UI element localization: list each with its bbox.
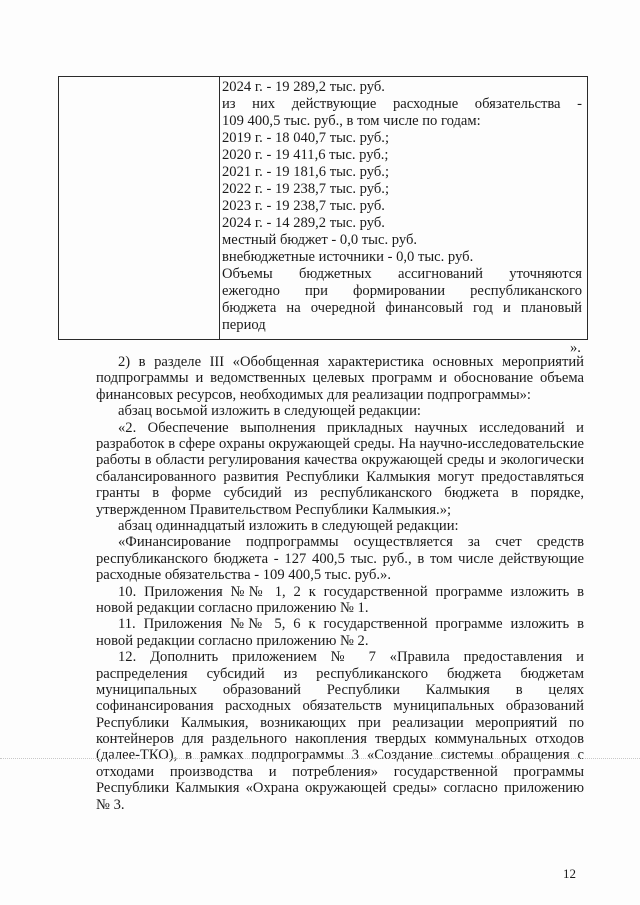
body-line: гранты в форме субсидий из республиканского бюджета в порядке, — [96, 485, 584, 502]
scan-artifact-line — [0, 758, 640, 760]
body-line: Республики Калмыкия «Охрана окружающей среды» согласно приложению — [96, 780, 584, 797]
body-line: финансовых ресурсов, необходимых для реализации подпрограммы»: — [96, 386, 531, 403]
body-line: муниципальных образований Республики Калмыкия в целях — [96, 681, 584, 698]
cell-line: 109 400,5 тыс. руб., в том числе по годам: — [222, 113, 481, 129]
cell-line: 2022 г. - 19 238,7 тыс. руб.; — [222, 181, 390, 197]
body-line: Республики Калмыкия, возникающих при реализации мероприятий по — [96, 714, 584, 731]
body-line: софинансирования расходных обязательств муниципальных образований — [96, 698, 584, 715]
cell-line: 2021 г. - 19 181,6 тыс. руб.; — [222, 164, 390, 180]
body-line: новой редакции согласно приложению № 2. — [96, 632, 369, 649]
body-line: «2. Обеспечение выполнения прикладных научных исследований и — [118, 419, 584, 436]
page-number: 12 — [563, 866, 576, 881]
cell-line: 2020 г. - 19 411,6 тыс. руб.; — [222, 147, 389, 163]
cell-line: 2024 г. - 19 289,2 тыс. руб. — [222, 79, 385, 95]
body-line: 11. Приложения №№ 5, 6 к государственной программе изложить в — [118, 616, 584, 633]
body-line: «Финансирование подпрограммы осуществляется за счет средств — [118, 534, 584, 551]
cell-line: внебюджетные источники - 0,0 тыс. руб. — [222, 249, 474, 265]
body-line: контейнеров для раздельного накопления твердых коммунальных отходов — [96, 731, 584, 748]
body-line: новой редакции согласно приложению № 1. — [96, 599, 369, 616]
body-line: сбалансированного развития Республики Калмыкия могут предоставляться — [96, 468, 584, 485]
body-line: подпрограммы и ведомственных целевых программ и обоснование объема — [96, 370, 584, 387]
body-line: 2) в разделе III «Обобщенная характеристика основных мероприятий — [118, 354, 584, 370]
body-line: № 3. — [96, 796, 125, 813]
cell-line: Объемы бюджетных ассигнований уточняются — [222, 266, 582, 282]
cell-line: 2019 г. - 18 040,7 тыс. руб.; — [222, 130, 390, 146]
body-line: республиканского бюджета - 127 400,5 тыс. руб., в том числе действующие — [96, 550, 584, 567]
body-line: расходные обязательства - 109 400,5 тыс. руб.». — [96, 567, 391, 584]
body-line: абзац одиннадцатый изложить в следующей редакции: — [118, 517, 459, 534]
body-line: отходами производства и потребления» государственной программы — [96, 763, 584, 780]
body-line: разработок в сфере охраны окружающей среды. На научно-исследовательские — [96, 435, 584, 452]
table-column-divider — [219, 76, 220, 339]
body-line: 12. Дополнить приложением № 7 «Правила предоставления и — [118, 649, 584, 666]
body-line: утвержденном Правительством Республики Калмыкия.»; — [96, 501, 452, 518]
cell-line: ежегодно при формировании республиканского — [222, 283, 582, 299]
body-text — [96, 354, 584, 813]
body-line: (далее-ТКО), в рамках подпрограммы 3 «Создание системы обращения с — [96, 747, 584, 764]
cell-line: из них действующие расходные обязательства - — [222, 96, 582, 112]
cell-line: бюджета на очередной финансовый год и плановый — [222, 300, 582, 316]
body-line: 10. Приложения №№ 1, 2 к государственной программе изложить в — [118, 583, 584, 600]
body-line: абзац восьмой изложить в следующей редакции: — [118, 403, 421, 420]
cell-line: 2024 г. - 14 289,2 тыс. руб. — [222, 215, 385, 231]
cell-line: местный бюджет - 0,0 тыс. руб. — [222, 232, 418, 248]
table-cell-financing — [222, 79, 582, 334]
body-line: распределения субсидий из республиканского бюджета бюджетам — [96, 665, 584, 682]
closing-quote: ». — [570, 340, 581, 356]
body-line: работы в области регулирования качества окружающей среды и экологически — [96, 452, 584, 469]
cell-line: период — [222, 317, 266, 333]
cell-line: 2023 г. - 19 238,7 тыс. руб. — [222, 198, 385, 214]
